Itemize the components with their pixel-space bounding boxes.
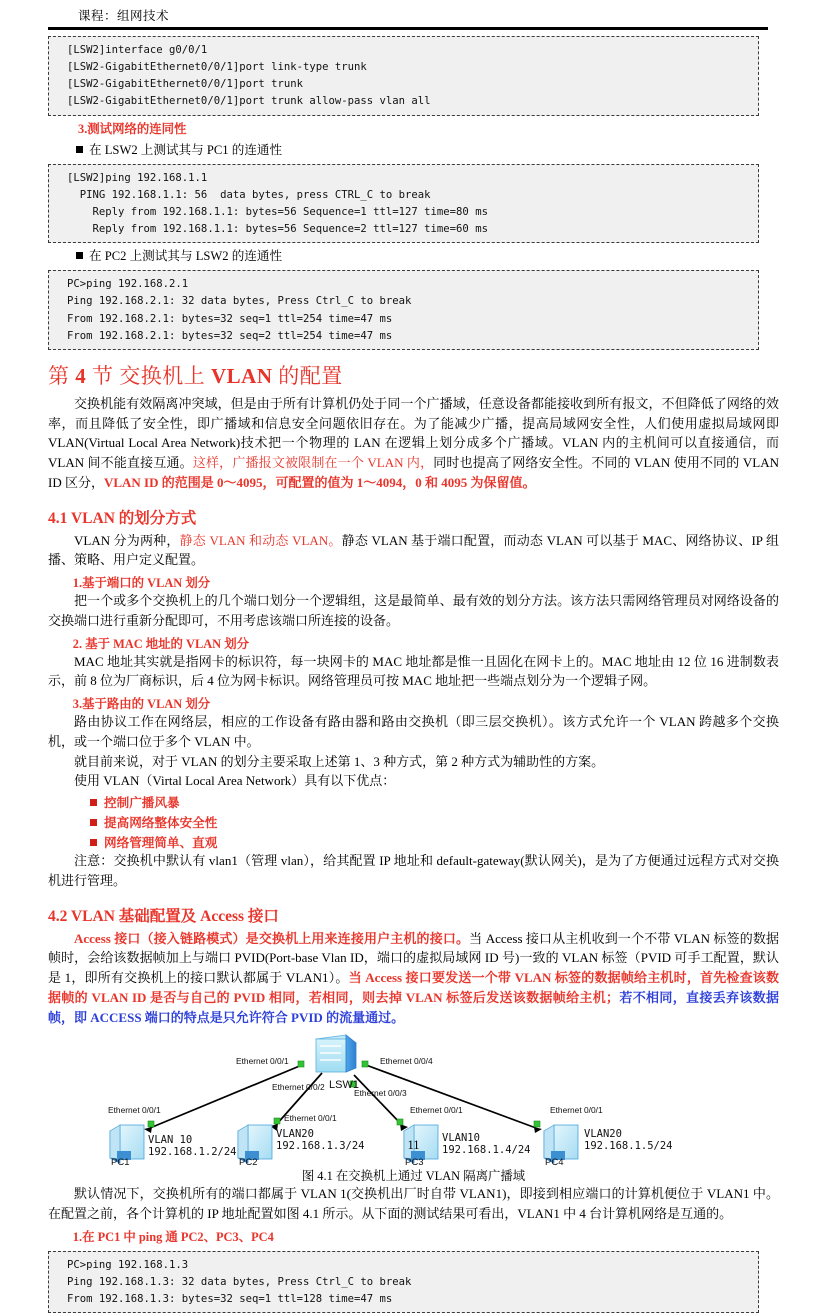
pc-vlan-label: VLAN10	[441, 1132, 480, 1145]
section-heading-middle: 节 交换机上	[86, 363, 211, 388]
bullet-text: 在 LSW2 上测试其与 PC1 的连通性	[89, 142, 283, 157]
square-bullet-icon	[76, 252, 83, 259]
switch-icon-lsw1	[316, 1035, 356, 1072]
code-line: From 192.168.2.1: bytes=32 seq=2 ttl=254 time=47 ms	[67, 329, 393, 342]
code-line: From 192.168.1.3: bytes=32 seq=1 ttl=128 time=47 ms	[67, 1293, 393, 1306]
pc-vlan-label: VLAN20	[583, 1128, 622, 1141]
pc-name-label: PC4	[544, 1157, 563, 1169]
advantage-text: 控制广播风暴	[104, 796, 180, 811]
pc-ip-label: 192.168.1.2/24	[147, 1146, 237, 1159]
para-text-a: VLAN 分为两种，	[74, 532, 180, 548]
code-block-ping-lsw2	[48, 164, 759, 244]
code-line: Reply from 192.168.1.1: bytes=56 Sequence=1 ttl=127 time=80 ms	[67, 205, 488, 218]
section-heading-4-2: 4.2 VLAN 基础配置及 Access 接口	[48, 907, 279, 925]
code-line: [LSW2-GigabitEthernet0/0/1]port trunk allow-pass vlan all	[67, 95, 431, 108]
pc-node-pc1	[108, 1105, 237, 1168]
section-4-2-paragraph	[48, 929, 779, 1028]
section-heading-number: 4	[75, 363, 87, 388]
pc-name-label: PC3	[404, 1157, 423, 1169]
port-label: Ethernet 0/0/3	[353, 1088, 407, 1099]
page-number: 11	[407, 1138, 420, 1152]
advantage-text: 提高网络整体安全性	[104, 816, 218, 831]
switch-name-label: LSW1	[328, 1079, 359, 1092]
pc-port-label: Ethernet 0/0/1	[409, 1105, 463, 1116]
code-line: PC>ping 192.168.1.3	[67, 1258, 189, 1271]
list-label-route-based: 3.基于路由的 VLAN 划分	[72, 697, 211, 712]
header-rule	[48, 27, 768, 30]
page-content	[48, 0, 779, 1313]
step-label-ping-from-pc1: 1.在 PC1 中 ping 通 PC2、PC3、PC4	[72, 1229, 274, 1244]
square-bullet-icon	[90, 819, 97, 826]
pc-port-label: Ethernet 0/0/1	[283, 1113, 337, 1124]
section-4-1-note: 注意：交换机中默认有 vlan1（管理 vlan），给其配置 IP 地址和 default-gateway(默认网关)，是为了方便通过远程方式对交换机进行管理。	[48, 853, 779, 888]
section-4-1-paragraph-2: 就目前来说，对于 VLAN 的划分主要采取上述第 1、3 种方式，第 2 种方式为辅助性的方案。	[74, 753, 605, 769]
access-def-red-2: 当 Access 接口要发送一个带 VLAN 标签的数据帧给主机时，首先检查该数据帧的 VLAN ID 是否与自己的 PVID 相同，若相同，则去掉 VLAN 标签后发送该数据帧给主机；	[48, 970, 780, 1005]
link-arrowheads	[144, 1124, 542, 1133]
port-label: Ethernet 0/0/4	[379, 1056, 433, 1067]
para-text-red: 这样，广播报文被限制在一个 VLAN 内，	[192, 455, 434, 471]
code-line: From 192.168.2.1: bytes=32 seq=1 ttl=254 time=47 ms	[67, 312, 393, 325]
pc-vlan-label: VLAN20	[275, 1128, 314, 1141]
advantage-item-1	[48, 792, 779, 811]
list-text-mac-based: MAC 地址其实就是指网卡的标识符，每一块网卡的 MAC 地址都是惟一且固化在网卡上的。MAC 地址由 12 位 16 进制数表示，前 8 位为厂商标识，后 4 位为网卡标识。网络管理员可按 MAC 地址把一些端点划分为一个逻辑子网。	[48, 653, 779, 689]
pc-vlan-label: VLAN 10	[147, 1134, 192, 1147]
code-block-trunk-config	[48, 36, 759, 116]
code-line: Ping 192.168.2.1: 32 data bytes, Press Ctrl_C to break	[67, 295, 412, 308]
pc-name-label: PC2	[238, 1157, 257, 1169]
topology-links	[150, 1065, 536, 1128]
pc-ip-label: 192.168.1.5/24	[583, 1140, 673, 1153]
para-text-black: 交换机能有效隔离冲突域，但是由于所有计算机仍处于同一个广播域，任意设备都能接收到所有报文，不但降低了网络的效率，而且降低了安全性，即广播域和信息安全问题依旧存在。为了能减少广播，提高局域网安全性，人们使用虚拟局域网即 VLAN(Virtual Local Area Network)技术把一个物理的 LAN 在逻辑上划分成多个广播域。VLAN 内的主机间可以直接通信，而 VLAN 间不能直接互通。	[48, 395, 779, 471]
pc-ip-label: 192.168.1.4/24	[441, 1144, 531, 1157]
pc-port-label: Ethernet 0/0/1	[549, 1105, 603, 1116]
code-line: [LSW2-GigabitEthernet0/0/1]port link-type trunk	[67, 61, 367, 74]
para-text-b: 静态 VLAN 基于端口配置，而动态 VLAN 可以基于 MAC、网络协议、IP 组播、策略、用户定义配置。	[48, 532, 780, 568]
code-line: [LSW2]ping 192.168.1.1	[67, 171, 208, 184]
bullet-text: 在 PC2 上测试其与 LSW2 的连通性	[89, 249, 283, 264]
step-label-3: 3.测试网络的连同性	[78, 121, 187, 136]
square-bullet-icon	[90, 839, 97, 846]
list-label-mac-based: 2. 基于 MAC 地址的 VLAN 划分	[72, 636, 250, 651]
code-line: Ping 192.168.1.3: 32 data bytes, Press Ctrl_C to break	[67, 1276, 412, 1289]
section-4-paragraph	[48, 394, 779, 493]
port-label: Ethernet 0/0/1	[235, 1056, 289, 1067]
code-line: PING 192.168.1.1: 56 data bytes, press CTRL_C to break	[67, 188, 431, 201]
access-def-black: 当 Access 接口从主机收到一个不带 VLAN 标签的数据帧时，会给该数据帧加上与端口 PVID(Port-base Vlan ID，端口的虚拟局域网 ID 号)一致的 VLAN 标签（PVID 可手工配置，默认是 1，即所有交换机上的接口默认都属于 VLAN1）。	[48, 930, 779, 986]
para-text-red-2: VLAN ID 的范围是 0～4095，可配置的值为 1～4094，0 和 4095 为保留值。	[103, 474, 536, 490]
section-heading-suffix: 的配置	[272, 363, 343, 388]
code-line: [LSW2]interface g0/0/1	[67, 44, 208, 56]
pc-port-label: Ethernet 0/0/1	[107, 1105, 161, 1116]
section-4-1-paragraph-1	[48, 531, 779, 571]
port-label: Ethernet 0/0/2	[271, 1082, 325, 1093]
page-header: 课程：组网技术	[78, 9, 170, 23]
section-4-1-paragraph-3: 使用 VLAN（Virtal Local Area Network）具有以下优点：	[74, 773, 396, 789]
section-heading-emphasis: VLAN	[211, 363, 273, 388]
bullet-test-pc2-lsw2	[48, 245, 779, 264]
section-heading-4	[48, 360, 779, 390]
square-bullet-icon	[90, 799, 97, 806]
bullet-test-lsw2-pc1	[48, 139, 779, 158]
para-text-red: 静态 VLAN 和动态 VLAN。	[179, 532, 342, 548]
advantage-item-3	[48, 832, 779, 851]
code-line: Reply from 192.168.1.1: bytes=56 Sequence=2 ttl=127 time=60 ms	[67, 223, 488, 236]
list-text-route-based: 路由协议工作在网络层，相应的工作设备有路由器和路由交换机（即三层交换机）。该方式允许一个 VLAN 跨越多个交换机，或一个端口位于多个 VLAN 中。	[48, 714, 779, 749]
advantage-item-2	[48, 812, 779, 831]
section-4-2-paragraph-after-figure: 默认情况下，交换机所有的端口都属于 VLAN 1(交换机出厂时自带 VLAN1)，即接到相应端口的计算机便位于 VLAN1 中。在配置之前，各个计算机的 IP 地址配置如图 4.1 所示。从下面的测试结果可看出，VLAN1 中 4 台计算机网络是互通的。	[48, 1186, 779, 1222]
code-line: PC>ping 192.168.2.1	[67, 278, 189, 291]
list-text-port-based: 把一个或多个交换机上的几个端口划分一个逻辑组，这是最简单、最有效的划分方法。该方法只需网络管理员对网络设备的交换端口进行重新分配即可，不用考虑该端口所连接的设备。	[48, 593, 779, 628]
para-text-black-2: 同时也提高了网络安全性。不同的 VLAN 使用不同的 VLAN ID 区分，	[48, 455, 779, 490]
access-def-red: Access 接口（接入链路模式）是交换机上用来连接用户主机的接口。	[74, 930, 470, 946]
advantage-text: 网络管理简单、直观	[104, 836, 218, 851]
pc-node-pc3	[404, 1105, 531, 1168]
pc-node-pc4	[544, 1105, 673, 1168]
section-heading-4-1: 4.1 VLAN 的划分方式	[48, 509, 197, 527]
code-line: [LSW2-GigabitEthernet0/0/1]port trunk	[67, 78, 303, 91]
access-def-blue: 若不相同，直接丢弃该数据帧，即 ACCESS 端口的特点是只允许符合 PVID 的流量通过。	[48, 989, 779, 1025]
list-label-port-based: 1.基于端口的 VLAN 划分	[72, 576, 211, 591]
pc-ip-label: 192.168.1.3/24	[275, 1140, 365, 1153]
section-heading-prefix: 第	[48, 363, 76, 388]
figure-caption: 图 4.1 在交换机上通过 VLAN 隔离广播域	[301, 1169, 526, 1184]
code-block-ping-pc2	[48, 270, 759, 350]
code-block-ping-pc1	[48, 1251, 759, 1313]
square-bullet-icon	[76, 146, 83, 153]
pc-name-label: PC1	[110, 1157, 129, 1169]
